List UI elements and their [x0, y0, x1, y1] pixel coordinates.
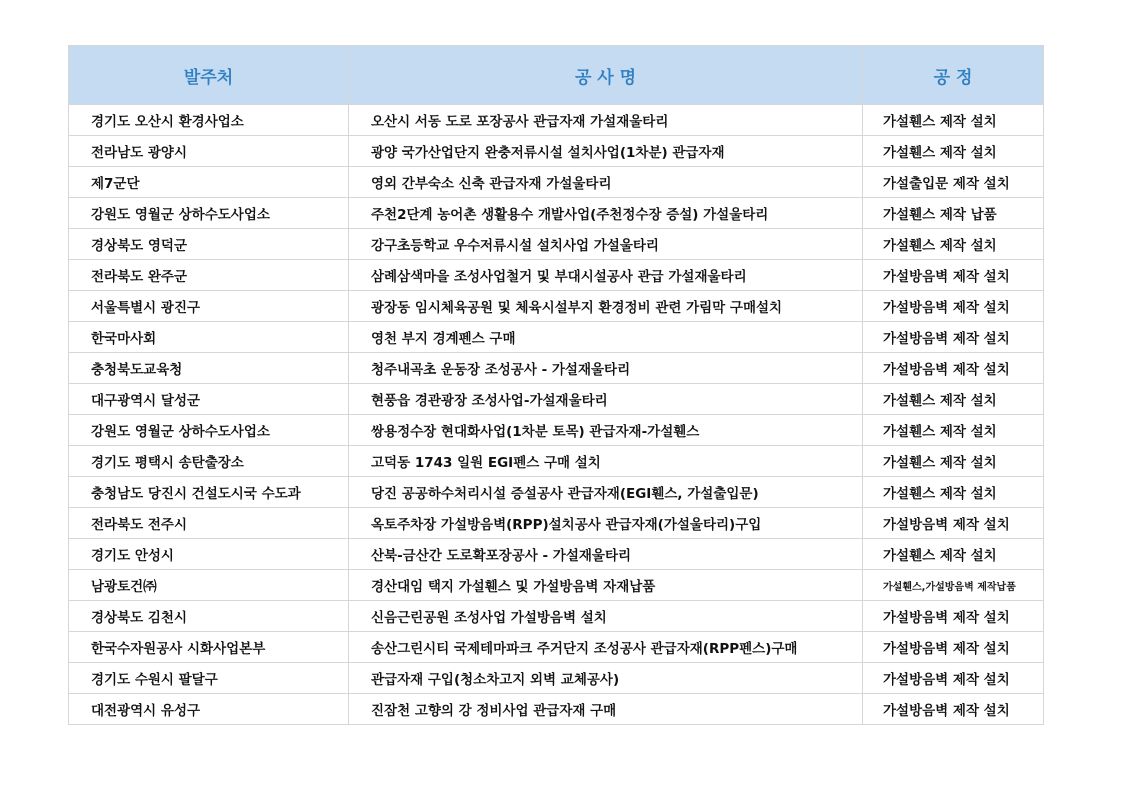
table-row: [69, 694, 1044, 725]
client-cell: 충청북도교육청: [69, 353, 349, 384]
project-name-cell: 청주내곡초 운동장 조성공사 - 가설재울타리: [349, 353, 863, 384]
table-row: [69, 167, 1044, 198]
client-cell: 경기도 안성시: [69, 539, 349, 570]
project-name-cell: 쌍용정수장 현대화사업(1차분 토목) 관급자재-가설휀스: [349, 415, 863, 446]
process-cell: 가설휀스 제작 설치: [863, 477, 1044, 508]
project-name-cell: 강구초등학교 우수저류시설 설치사업 가설울타리: [349, 229, 863, 260]
table-row: [69, 229, 1044, 260]
project-name-cell: 옥토주차장 가설방음벽(RPP)설치공사 관급자재(가설울타리)구입: [349, 508, 863, 539]
client-cell: 남광토건㈜: [69, 570, 349, 601]
project-name-cell: 영외 간부숙소 신축 관급자재 가설울타리: [349, 167, 863, 198]
project-name-cell: 진잠천 고향의 강 정비사업 관급자재 구매: [349, 694, 863, 725]
header-project-name: 공 사 명: [349, 46, 863, 105]
table-row: [69, 632, 1044, 663]
table-row: [69, 508, 1044, 539]
client-cell: 전라북도 완주군: [69, 260, 349, 291]
header-row: [69, 46, 1044, 105]
table-row: [69, 353, 1044, 384]
project-name-cell: 오산시 서동 도로 포장공사 관급자재 가설재울타리: [349, 105, 863, 136]
client-cell: 제7군단: [69, 167, 349, 198]
client-cell: 경기도 수원시 팔달구: [69, 663, 349, 694]
process-cell: 가설방음벽 제작 설치: [863, 632, 1044, 663]
table-row: [69, 322, 1044, 353]
table-row: [69, 539, 1044, 570]
table-row: [69, 477, 1044, 508]
table-row: [69, 136, 1044, 167]
table-body: [69, 105, 1044, 725]
project-name-cell: 현풍읍 경관광장 조성사업-가설재울타리: [349, 384, 863, 415]
process-cell: 가설방음벽 제작 설치: [863, 694, 1044, 725]
process-cell: 가설방음벽 제작 설치: [863, 353, 1044, 384]
client-cell: 한국수자원공사 시화사업본부: [69, 632, 349, 663]
project-name-cell: 신음근린공원 조성사업 가설방음벽 설치: [349, 601, 863, 632]
contract-table: [68, 45, 1044, 725]
process-cell: 가설휀스 제작 설치: [863, 136, 1044, 167]
client-cell: 서울특별시 광진구: [69, 291, 349, 322]
process-cell: 가설휀스 제작 설치: [863, 229, 1044, 260]
project-name-cell: 영천 부지 경계펜스 구매: [349, 322, 863, 353]
process-cell: 가설휀스 제작 설치: [863, 384, 1044, 415]
process-cell: 가설출입문 제작 설치: [863, 167, 1044, 198]
table-row: [69, 260, 1044, 291]
client-cell: 경상북도 김천시: [69, 601, 349, 632]
process-cell: 가설휀스,가설방음벽 제작납품: [863, 570, 1044, 601]
client-cell: 경상북도 영덕군: [69, 229, 349, 260]
client-cell: 경기도 오산시 환경사업소: [69, 105, 349, 136]
process-cell: 가설방음벽 제작 설치: [863, 601, 1044, 632]
table-row: [69, 198, 1044, 229]
process-cell: 가설휀스 제작 납품: [863, 198, 1044, 229]
table-row: [69, 384, 1044, 415]
client-cell: 대구광역시 달성군: [69, 384, 349, 415]
project-name-cell: 관급자재 구입(청소차고지 외벽 교체공사): [349, 663, 863, 694]
header-process: 공 정: [863, 46, 1044, 105]
project-name-cell: 송산그린시티 국제테마파크 주거단지 조성공사 관급자재(RPP펜스)구매: [349, 632, 863, 663]
process-cell: 가설휀스 제작 설치: [863, 105, 1044, 136]
table-row: [69, 105, 1044, 136]
project-name-cell: 주천2단계 농어촌 생활용수 개발사업(주천정수장 증설) 가설울타리: [349, 198, 863, 229]
process-cell: 가설방음벽 제작 설치: [863, 322, 1044, 353]
project-name-cell: 경산대임 택지 가설휀스 및 가설방음벽 자재납품: [349, 570, 863, 601]
process-cell: 가설휀스 제작 설치: [863, 446, 1044, 477]
table-row: [69, 415, 1044, 446]
client-cell: 강원도 영월군 상하수도사업소: [69, 415, 349, 446]
project-name-cell: 당진 공공하수처리시설 증설공사 관급자재(EGI휀스, 가설출입문): [349, 477, 863, 508]
client-cell: 충청남도 당진시 건설도시국 수도과: [69, 477, 349, 508]
project-name-cell: 광양 국가산업단지 완충저류시설 설치사업(1차분) 관급자재: [349, 136, 863, 167]
client-cell: 전라남도 광양시: [69, 136, 349, 167]
table-row: [69, 291, 1044, 322]
process-cell: 가설휀스 제작 설치: [863, 539, 1044, 570]
header-client: 발주처: [69, 46, 349, 105]
process-cell: 가설휀스 제작 설치: [863, 415, 1044, 446]
client-cell: 한국마사회: [69, 322, 349, 353]
project-name-cell: 산북-금산간 도로확포장공사 - 가설재울타리: [349, 539, 863, 570]
process-cell: 가설방음벽 제작 설치: [863, 508, 1044, 539]
project-name-cell: 고덕동 1743 일원 EGI펜스 구매 설치: [349, 446, 863, 477]
process-cell: 가설방음벽 제작 설치: [863, 663, 1044, 694]
process-cell: 가설방음벽 제작 설치: [863, 260, 1044, 291]
client-cell: 전라북도 전주시: [69, 508, 349, 539]
table-row: [69, 570, 1044, 601]
table-row: [69, 601, 1044, 632]
project-name-cell: 광장동 임시체육공원 및 체육시설부지 환경정비 관련 가림막 구매설치: [349, 291, 863, 322]
process-cell: 가설방음벽 제작 설치: [863, 291, 1044, 322]
table-row: [69, 663, 1044, 694]
client-cell: 강원도 영월군 상하수도사업소: [69, 198, 349, 229]
table-row: [69, 446, 1044, 477]
client-cell: 대전광역시 유성구: [69, 694, 349, 725]
project-name-cell: 삼례삼색마을 조성사업철거 및 부대시설공사 관급 가설재울타리: [349, 260, 863, 291]
client-cell: 경기도 평택시 송탄출장소: [69, 446, 349, 477]
